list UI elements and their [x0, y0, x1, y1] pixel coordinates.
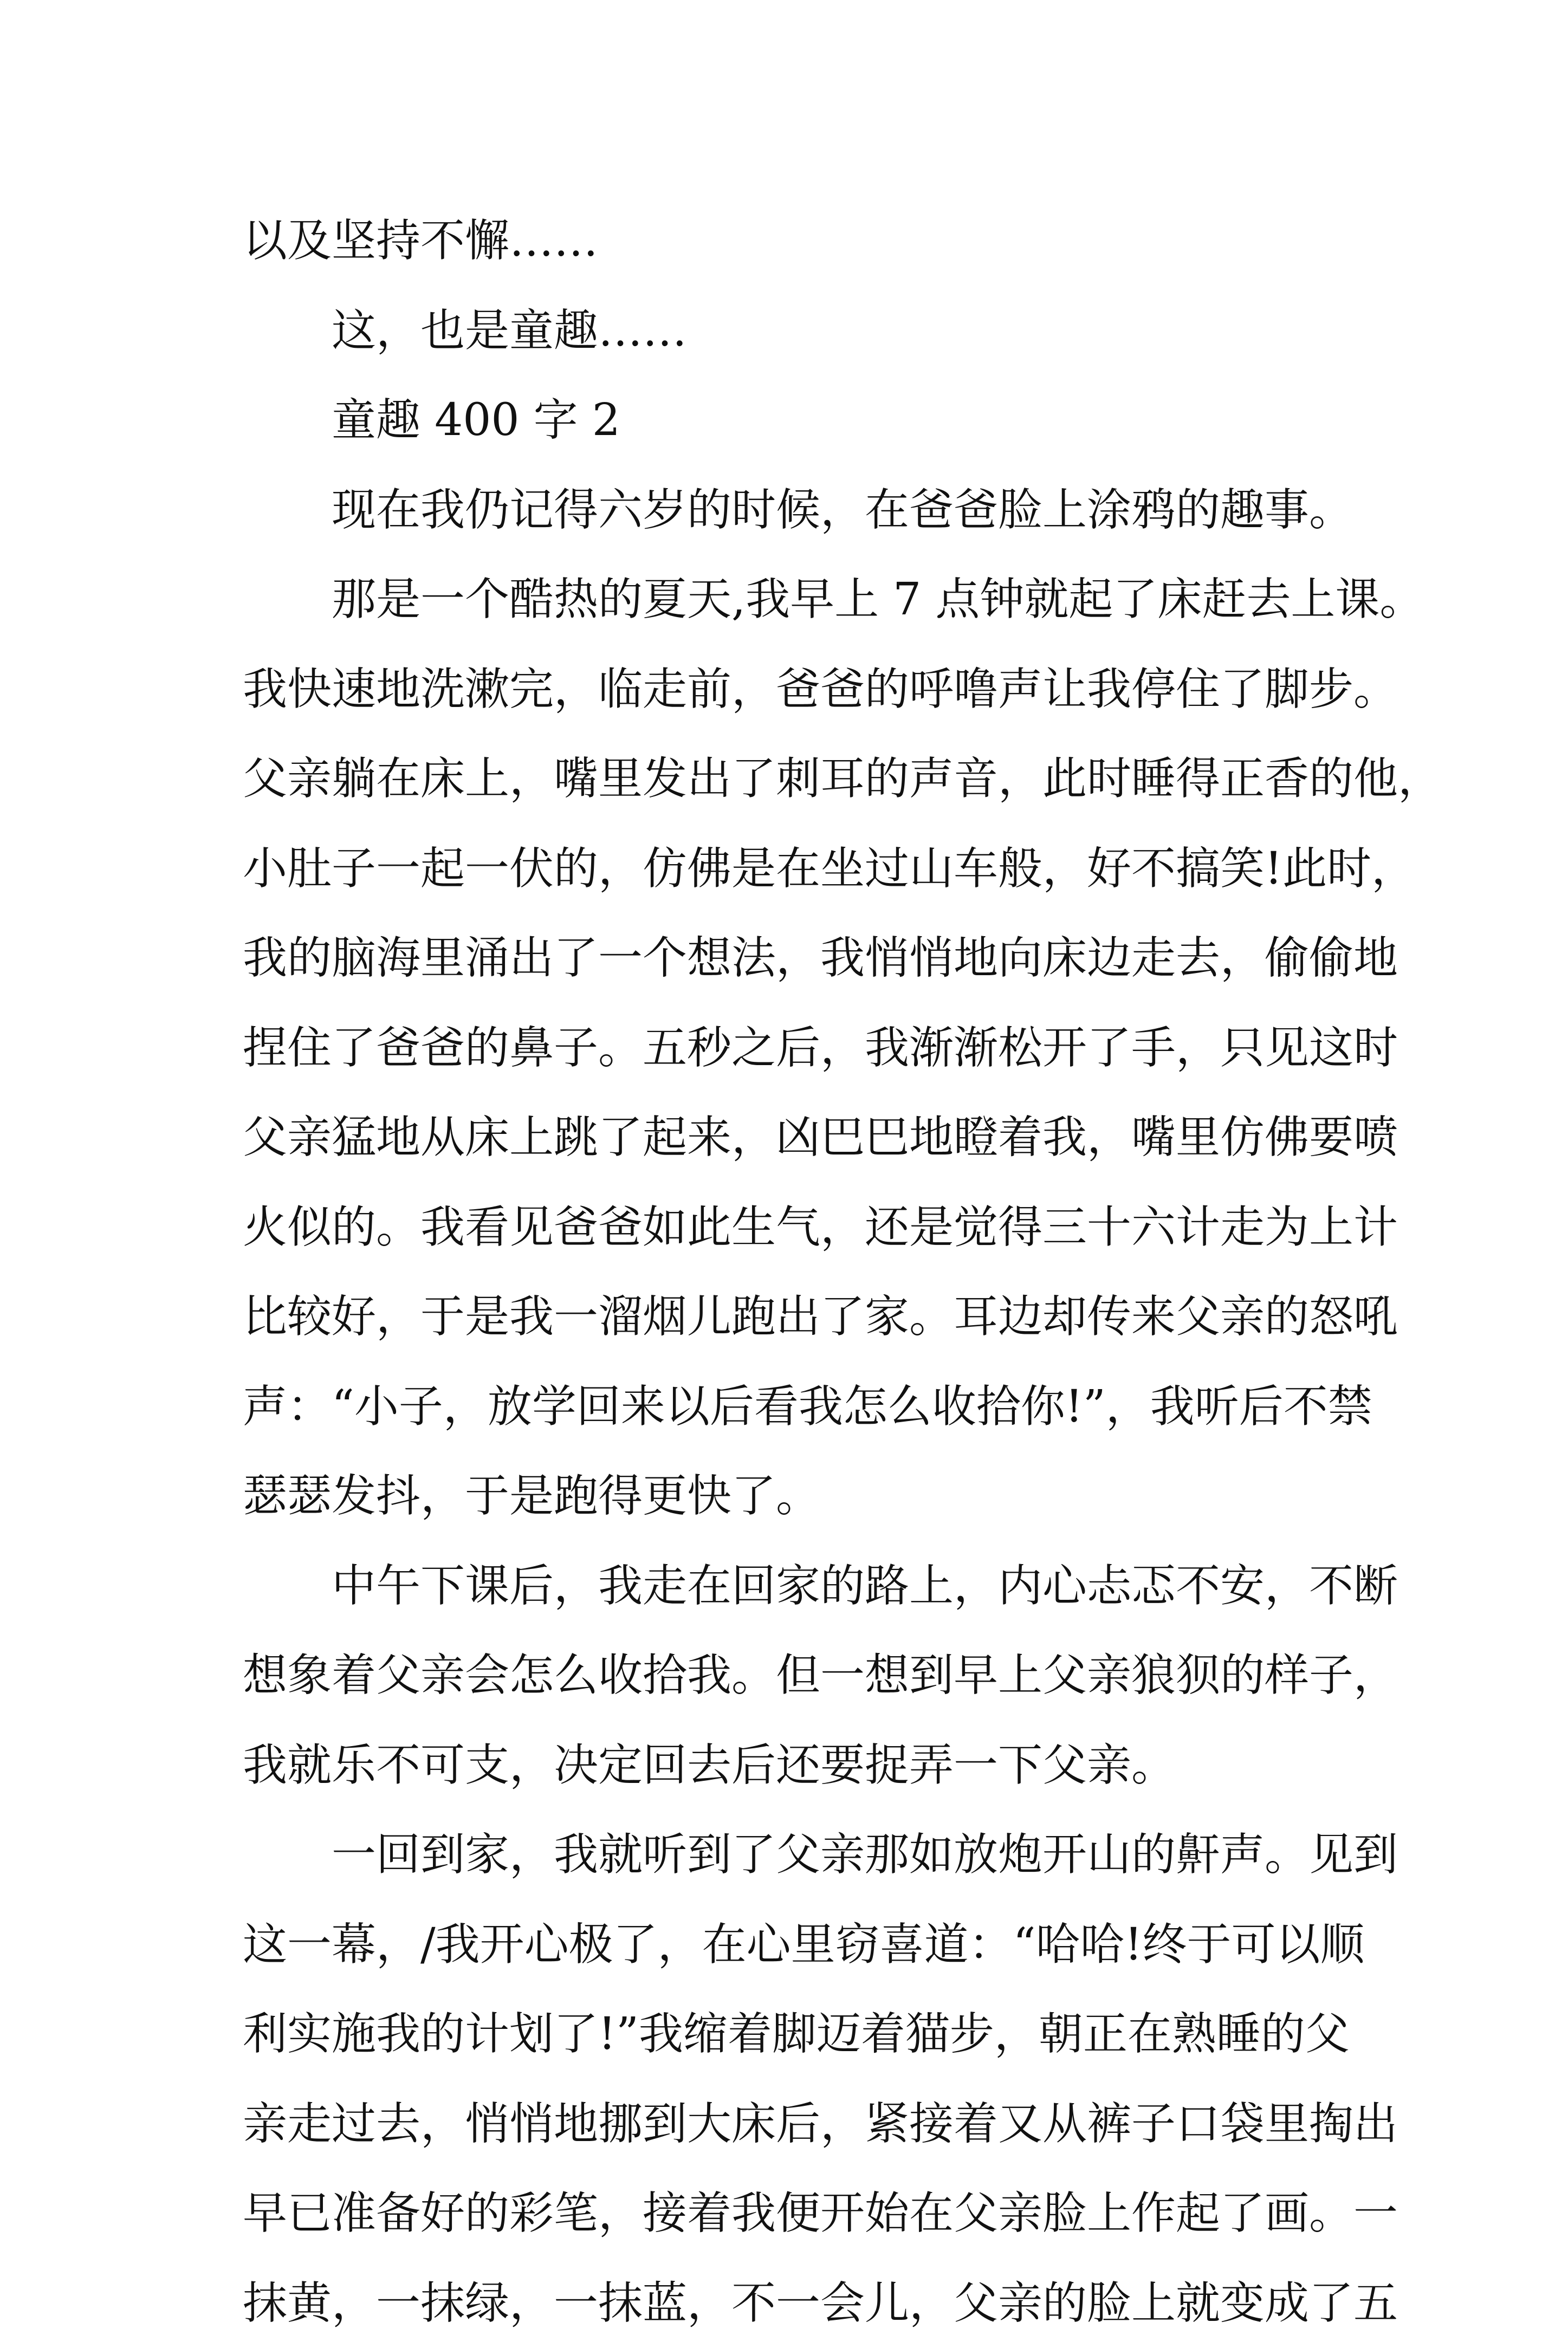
body-text	[243, 196, 1344, 2348]
text-line: 比较好，于是我一溜烟儿跑出了家。耳边却传来父亲的怒吼	[243, 1272, 1344, 1362]
text-line: 想象着父亲会怎么收拾我。但一想到早上父亲狼狈的样子，	[243, 1631, 1344, 1721]
text-line: 我快速地洗漱完，临走前，爸爸的呼噜声让我停住了脚步。	[243, 645, 1344, 735]
text-line: 瑟瑟发抖，于是跑得更快了。	[243, 1451, 1344, 1541]
text-line: 父亲躺在床上，嘴里发出了刺耳的声音，此时睡得正香的他，	[243, 734, 1344, 824]
text-line: 亲走过去，悄悄地挪到大床后，紧接着又从裤子口袋里掏出	[243, 2079, 1344, 2169]
text-line: 利实施我的计划了!”我缩着脚迈着猫步，朝正在熟睡的父	[243, 1989, 1344, 2079]
text-line: 那是一个酷热的夏天,我早上 7 点钟就起了床赶去上课。	[243, 555, 1344, 645]
text-line: 中午下课后，我走在回家的路上，内心忐忑不安，不断	[243, 1541, 1344, 1631]
text-line: 以及坚持不懈……	[243, 196, 1344, 286]
text-line: 父亲猛地从床上跳了起来，凶巴巴地瞪着我，嘴里仿佛要喷	[243, 1093, 1344, 1183]
text-line: 火似的。我看见爸爸如此生气，还是觉得三十六计走为上计	[243, 1183, 1344, 1273]
text-line: 一回到家，我就听到了父亲那如放炮开山的鼾声。见到	[243, 1810, 1344, 1900]
text-line: 抹黄，一抹绿，一抹蓝，不一会儿，父亲的脸上就变成了五	[243, 2259, 1344, 2348]
text-line: 小肚子一起一伏的，仿佛是在坐过山车般，好不搞笑!此时，	[243, 824, 1344, 914]
text-line: 捏住了爸爸的鼻子。五秒之后，我渐渐松开了手，只见这时	[243, 1003, 1344, 1093]
text-line: 早已准备好的彩笔，接着我便开始在父亲脸上作起了画。一	[243, 2169, 1344, 2259]
text-line: 声：“小子，放学回来以后看我怎么收拾你!”，我听后不禁	[243, 1362, 1344, 1452]
text-line: 现在我仍记得六岁的时候，在爸爸脸上涂鸦的趣事。	[243, 465, 1344, 555]
text-line: 这一幕，/我开心极了，在心里窃喜道：“哈哈!终于可以顺	[243, 1900, 1344, 1990]
text-line: 这，也是童趣……	[243, 286, 1344, 376]
text-line: 我的脑海里涌出了一个想法，我悄悄地向床边走去，偷偷地	[243, 913, 1344, 1003]
section-heading: 童趣 400 字 2	[243, 375, 1344, 465]
text-line: 我就乐不可支，决定回去后还要捉弄一下父亲。	[243, 1721, 1344, 1811]
